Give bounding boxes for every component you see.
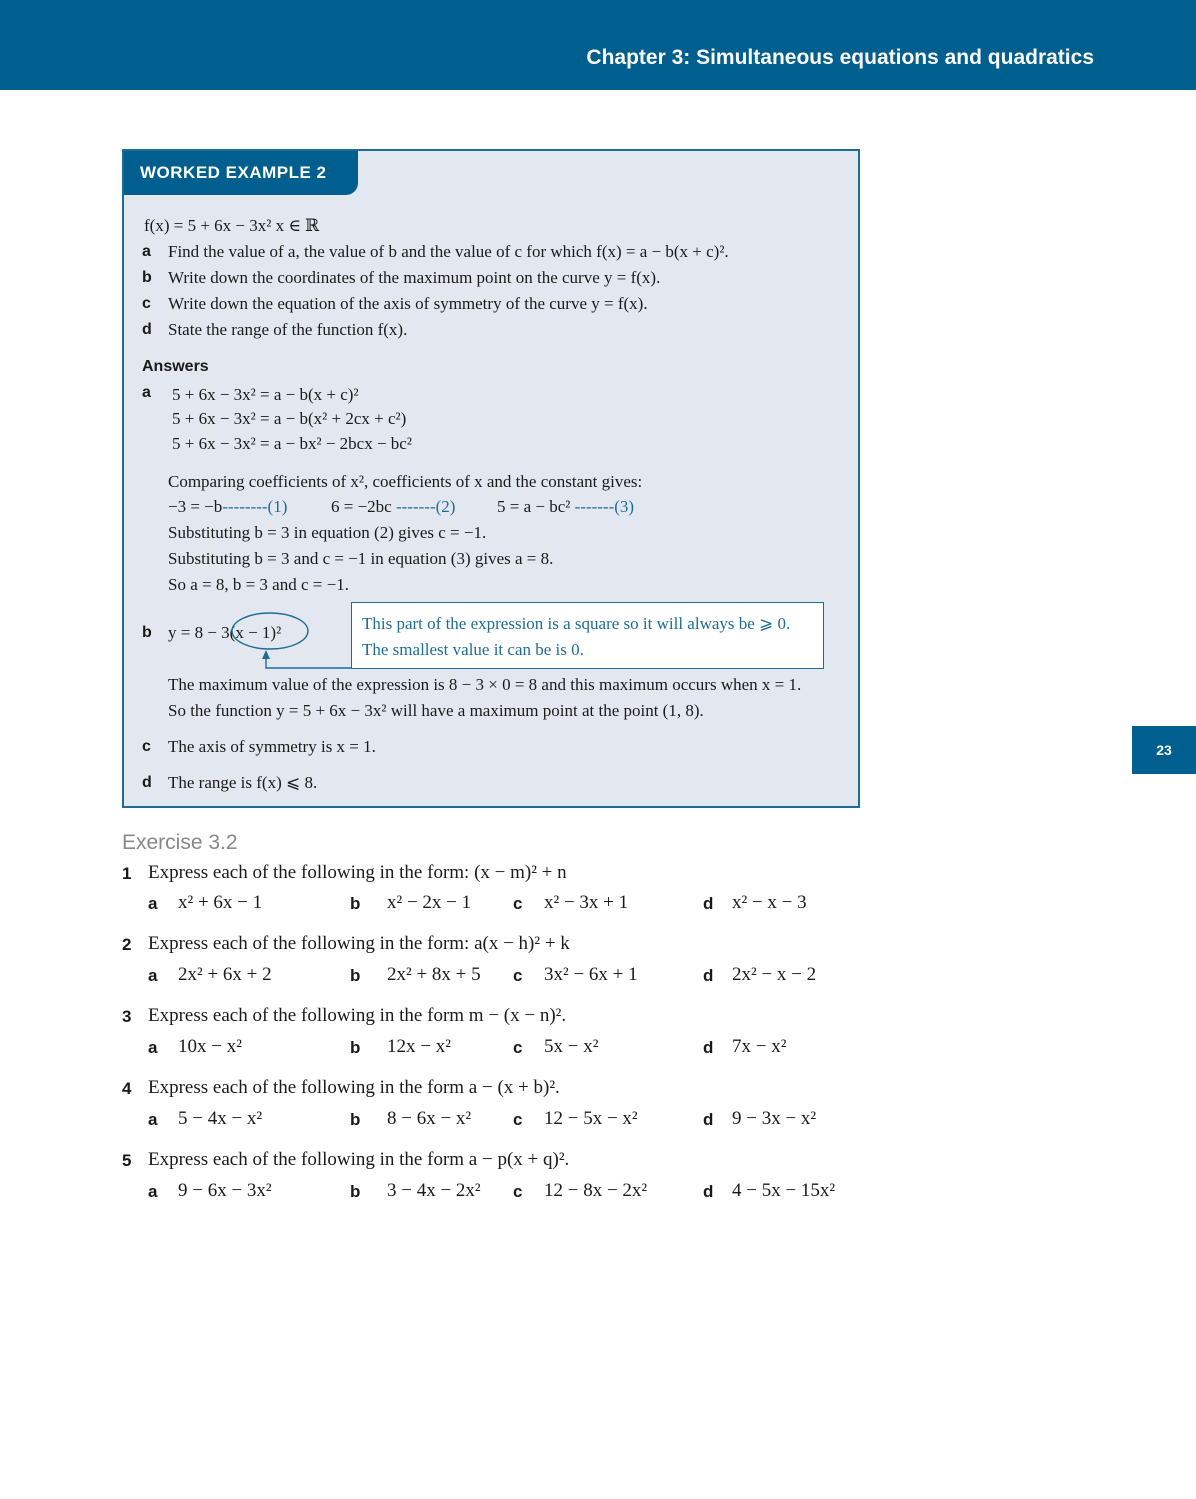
option-expression: 8 − 6x − x² bbox=[387, 1108, 472, 1129]
option-label: b bbox=[350, 1110, 361, 1129]
option-expression: 7x − x² bbox=[732, 1036, 787, 1057]
option-label: d bbox=[703, 966, 714, 985]
chapter-title: Chapter 3: Simultaneous equations and quadratics bbox=[586, 46, 1094, 69]
answers-heading: Answers bbox=[142, 358, 209, 375]
option-expression: x² − x − 3 bbox=[732, 892, 807, 913]
option-label: c bbox=[513, 966, 523, 985]
option-label: c bbox=[513, 1182, 523, 1201]
answer-a-label: a bbox=[142, 384, 151, 401]
answer-b-label: b bbox=[142, 624, 152, 641]
option-label: a bbox=[148, 1182, 158, 1201]
question-text: Express each of the following in the form: (x − m)² + n bbox=[148, 862, 567, 883]
answer-b-line: The maximum value of the expression is 8 − 3 × 0 = 8 and this maximum occurs when x = 1. bbox=[168, 675, 802, 694]
option-label: a bbox=[148, 894, 158, 913]
answer-b-line: So the function y = 5 + 6x − 3x² will have a maximum point at the point (1, 8). bbox=[168, 701, 704, 720]
option-expression: 5x − x² bbox=[544, 1036, 599, 1057]
question-part-text: Find the value of a, the value of b and the value of c for which f(x) = a − b(x + c)². bbox=[168, 242, 729, 261]
question-text: Express each of the following in the form a − (x + b)². bbox=[148, 1077, 560, 1098]
option-expression: 9 − 6x − 3x² bbox=[178, 1180, 272, 1201]
answer-a-step: Substituting b = 3 and c = −1 in equation (3) gives a = 8. bbox=[168, 549, 554, 568]
answer-a-step: Substituting b = 3 in equation (2) gives c = −1. bbox=[168, 523, 487, 542]
option-expression: x² − 3x + 1 bbox=[544, 892, 629, 913]
option-expression: 4 − 5x − 15x² bbox=[732, 1180, 836, 1201]
answer-d-label: d bbox=[142, 774, 152, 791]
option-label: c bbox=[513, 894, 523, 913]
question-part-label: c bbox=[142, 295, 151, 312]
option-expression: 12x − x² bbox=[387, 1036, 451, 1057]
question-part-label: a bbox=[142, 243, 151, 260]
option-expression: 3 − 4x − 2x² bbox=[387, 1180, 481, 1201]
option-label: d bbox=[703, 1038, 714, 1057]
option-expression: 12 − 5x − x² bbox=[544, 1108, 638, 1129]
answer-c-text: The axis of symmetry is x = 1. bbox=[168, 737, 376, 756]
answer-b-expression: y = 8 − 3(x − 1)² bbox=[168, 623, 282, 642]
option-label: a bbox=[148, 1038, 158, 1057]
option-label: c bbox=[513, 1110, 523, 1129]
option-label: a bbox=[148, 966, 158, 985]
answer-a-equation: 5 + 6x − 3x² = a − b(x² + 2cx + c²) bbox=[172, 409, 407, 428]
page-number: 23 bbox=[1132, 726, 1196, 774]
question-text: Express each of the following in the form m − (x − n)². bbox=[148, 1005, 567, 1026]
question-number: 4 bbox=[122, 1079, 132, 1098]
option-expression: 2x² − x − 2 bbox=[732, 964, 817, 985]
option-label: b bbox=[350, 1182, 361, 1201]
annotation-note-line: This part of the expression is a square so it will always be ⩾ 0. bbox=[362, 614, 791, 633]
comparing-coefficients: Comparing coefficients of x², coefficients of x and the constant gives: bbox=[168, 472, 643, 491]
option-expression: 2x² + 8x + 5 bbox=[387, 964, 481, 985]
question-part-label: b bbox=[142, 269, 152, 286]
option-label: b bbox=[350, 894, 361, 913]
question-text: Express each of the following in the form a − p(x + q)². bbox=[148, 1149, 570, 1170]
option-expression: 5 − 4x − x² bbox=[178, 1108, 263, 1129]
coefficient-equation: 6 = −2bc -------(2) bbox=[331, 497, 456, 516]
option-expression: 3x² − 6x + 1 bbox=[544, 964, 638, 985]
option-label: b bbox=[350, 1038, 361, 1057]
option-expression: x² + 6x − 1 bbox=[178, 892, 263, 913]
question-number: 5 bbox=[122, 1151, 132, 1170]
question-text: Express each of the following in the form: a(x − h)² + k bbox=[148, 933, 570, 954]
function-definition: f(x) = 5 + 6x − 3x² x ∈ ℝ bbox=[144, 216, 320, 235]
question-part-text: State the range of the function f(x). bbox=[168, 320, 408, 339]
question-part-label: d bbox=[142, 321, 152, 338]
annotation-note-line: The smallest value it can be is 0. bbox=[362, 640, 584, 659]
answer-c-label: c bbox=[142, 738, 151, 755]
answer-a-step: So a = 8, b = 3 and c = −1. bbox=[168, 575, 349, 594]
question-number: 1 bbox=[122, 864, 132, 883]
option-expression: x² − 2x − 1 bbox=[387, 892, 472, 913]
question-part-text: Write down the equation of the axis of symmetry of the curve y = f(x). bbox=[168, 294, 648, 313]
coefficient-equation: −3 = −b--------(1) bbox=[168, 497, 288, 516]
option-label: c bbox=[513, 1038, 523, 1057]
exercise-title: Exercise 3.2 bbox=[122, 831, 238, 854]
option-expression: 2x² + 6x + 2 bbox=[178, 964, 272, 985]
option-label: d bbox=[703, 894, 714, 913]
answer-d-text: The range is f(x) ⩽ 8. bbox=[168, 773, 318, 792]
option-label: d bbox=[703, 1110, 714, 1129]
question-number: 3 bbox=[122, 1007, 132, 1026]
worked-example-title: WORKED EXAMPLE 2 bbox=[124, 151, 358, 195]
annotation-note bbox=[351, 602, 824, 669]
option-label: b bbox=[350, 966, 361, 985]
question-part-text: Write down the coordinates of the maximum point on the curve y = f(x). bbox=[168, 268, 661, 287]
option-label: a bbox=[148, 1110, 158, 1129]
answer-a-equation: 5 + 6x − 3x² = a − bx² − 2bcx − bc² bbox=[172, 434, 412, 453]
coefficient-equation: 5 = a − bc² -------(3) bbox=[497, 497, 635, 516]
option-label: d bbox=[703, 1182, 714, 1201]
option-expression: 9 − 3x − x² bbox=[732, 1108, 817, 1129]
question-number: 2 bbox=[122, 935, 132, 954]
option-expression: 12 − 8x − 2x² bbox=[544, 1180, 648, 1201]
option-expression: 10x − x² bbox=[178, 1036, 242, 1057]
answer-a-equation: 5 + 6x − 3x² = a − b(x + c)² bbox=[172, 385, 359, 404]
